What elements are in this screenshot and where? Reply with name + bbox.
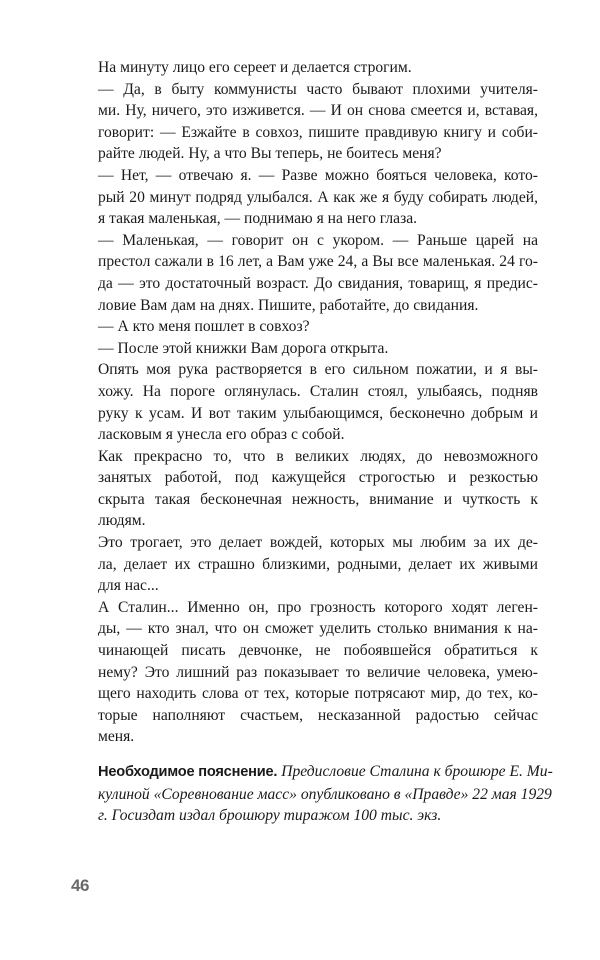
text-line: ла, делает их страшно близкими, родными, делает их живыми: [98, 555, 538, 573]
page-number: 46: [71, 876, 89, 895]
text-line: А Сталин... Именно он, про грозность которого ходят леген-: [98, 598, 538, 616]
text-line: ды, — кто знал, что он сможет уделить столько внимания к на-: [98, 620, 538, 638]
text-line: — А кто меня пошлет в совхоз?: [98, 318, 310, 336]
text-line: скрыта такая бесконечная нежность, внимание и чуткость к: [98, 490, 538, 508]
note-line: [98, 784, 552, 806]
note-line: [98, 805, 538, 827]
text-line: для нас...: [98, 577, 159, 595]
note-line: [98, 761, 553, 784]
text-line: руку к усам. И вот таким улыбающимся, бесконечно добрым и: [98, 404, 538, 422]
text-line: людям.: [98, 512, 146, 530]
text-line: ми. Ну, ничего, это изживется. — И он снова смеется и, вставая,: [98, 102, 538, 120]
text-line: — Нет, — отвечаю я. — Разве можно бояться человека, кото-: [98, 166, 538, 184]
page-body: [98, 57, 538, 748]
text-line: говорит: — Езжайте в совхоз, пишите правдивую книгу и соби-: [98, 123, 538, 141]
text-line: торые наполняют счастьем, несказанной радостью сейчас: [98, 706, 538, 724]
note-label: Необходимое пояснение.: [98, 764, 278, 780]
text-line: рый 20 минут подряд улыбался. А как же я буду собирать людей,: [98, 188, 538, 206]
text-line: щего находить слова от тех, которые потрясают мир, до тех, ко-: [98, 685, 538, 703]
text-line: Опять моя рука растворяется в его сильном пожатии, и я вы-: [98, 361, 538, 379]
text-line: да — это достаточный возраст. До свидания, товарищ, я предис-: [98, 274, 538, 292]
text-line: — Маленькая, — говорит он с укором. — Раньше царей на: [98, 231, 538, 249]
explanatory-note: [98, 761, 553, 827]
text-line: — После этой книжки Вам дорога открыта.: [98, 339, 389, 357]
text-line: ласковым я унесла его образ с собой.: [98, 426, 345, 444]
text-line: Это трогает, это делает вождей, которых мы любим за их де-: [98, 534, 538, 552]
text-line: престол сажали в 16 лет, а Вам уже 24, а Вы все маленькая. 24 го-: [98, 253, 538, 271]
text-line: хожу. На пороге оглянулась. Сталин стоял, улыбаясь, подняв: [98, 382, 538, 400]
text-line: меня.: [98, 728, 135, 746]
text-line: — Да, в быту коммунисты часто бывают плохими учителя-: [98, 80, 538, 98]
note-text-1: Предисловие Сталина к брошюре Е. Ми-: [281, 763, 553, 780]
note-text-2: кулиной «Соревнование масс» опубликовано в «Правде» 22 мая 1929: [98, 785, 552, 803]
text-line: ловие Вам дам на днях. Пишите, работайте, до свидания.: [98, 296, 479, 314]
text-line: Как прекрасно то, что в великих людях, до невозможного: [98, 447, 538, 465]
text-line: чинающей писать девчонке, не побоявшейся обратиться к: [98, 642, 538, 660]
note-text-3: г. Госиздат издал брошюру тиражом 100 тыс. экз.: [98, 807, 442, 825]
text-line: На минуту лицо его сереет и делается строгим.: [98, 59, 412, 76]
text-line: я такая маленькая, — поднимаю я на него глаза.: [98, 210, 418, 228]
body-text: [98, 57, 538, 748]
text-line: нему? Это лишний раз показывает то величие человека, умею-: [98, 663, 538, 681]
text-line: занятых работой, под кажущейся строгостью и резкостью: [98, 469, 538, 487]
text-line: райте людей. Ну, а что Вы теперь, не боитесь меня?: [98, 145, 442, 163]
